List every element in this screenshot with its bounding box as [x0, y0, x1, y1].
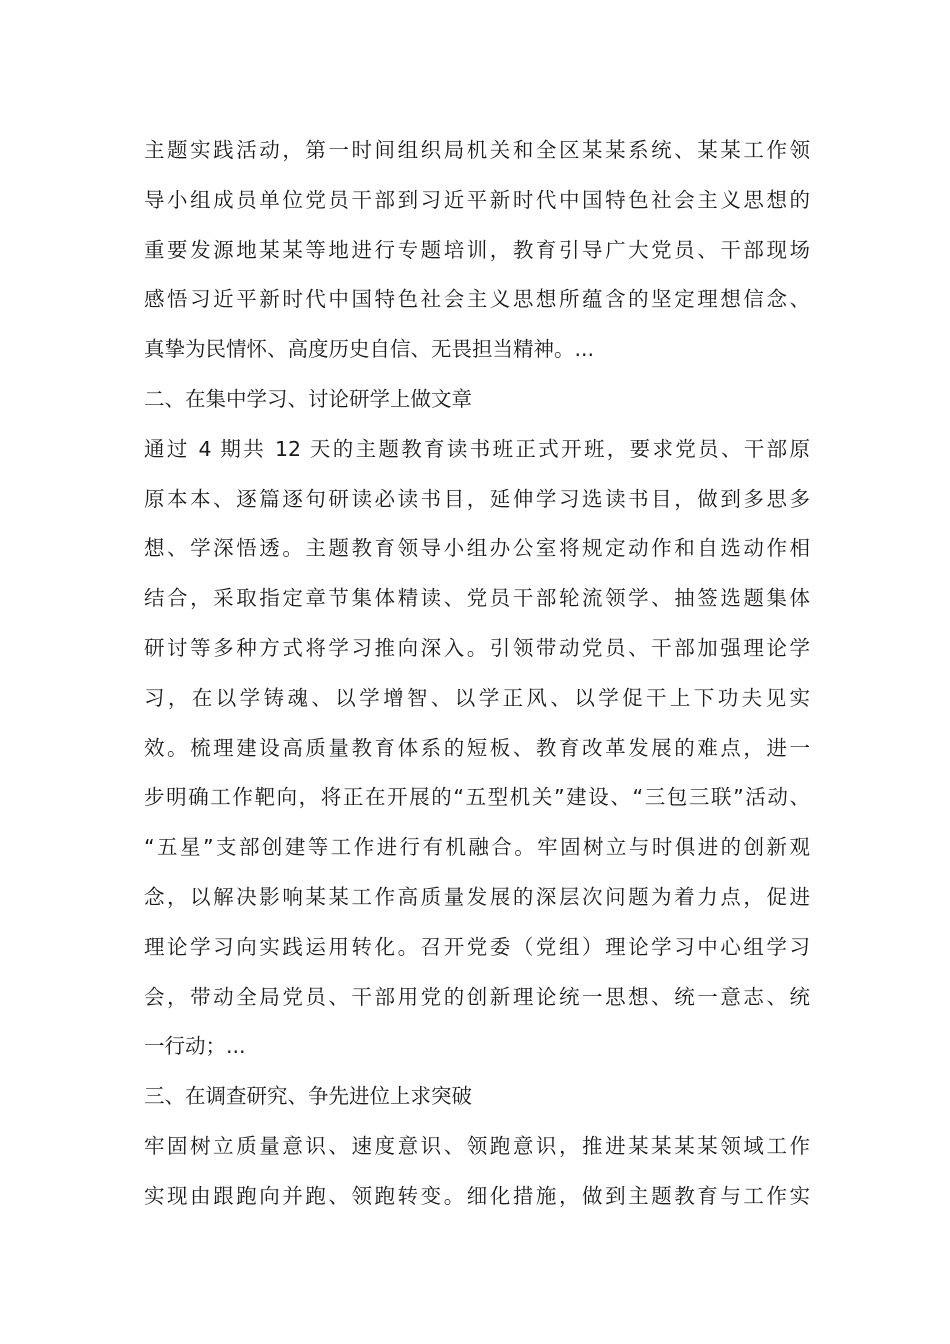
- text-line: 感悟习近平新时代中国特色社会主义思想所蕴含的坚定理想信念、: [144, 287, 810, 312]
- text-line: 通过 4 期共 12 天的主题教育读书班正式开班，要求党员、干部原: [144, 436, 810, 461]
- document-body: [144, 126, 810, 1222]
- text-line: 研讨等多种方式将学习推向深入。引领带动党员、干部加强理论学: [144, 635, 810, 660]
- text-line: 真挚为民情怀、高度历史自信、无畏担当精神。...: [144, 337, 595, 362]
- text-line: 习，在以学铸魂、以学增智、以学正风、以学促干上下功夫见实: [144, 685, 810, 710]
- text-line: 重要发源地某某等地进行专题培训，教育引导广大党员、干部现场: [144, 237, 810, 262]
- text-line: 结合，采取指定章节集体精读、党员干部轮流领学、抽签选题集体: [144, 586, 810, 611]
- text-line: 实现由跟跑向并跑、领跑转变。细化措施，做到主题教育与工作实: [144, 1183, 810, 1208]
- text-line: 步明确工作靶向，将正在开展的“五型机关”建设、“三包三联”活动、: [144, 785, 810, 810]
- text-line: 导小组成员单位党员干部到习近平新时代中国特色社会主义思想的: [144, 187, 810, 212]
- text-line: 原本本、逐篇逐句研读必读书目，延伸学习选读书目，做到多思多: [144, 486, 810, 511]
- text-line: 一行动；...: [144, 1034, 246, 1059]
- text-line: 效。梳理建设高质量教育体系的短板、教育改革发展的难点，进一: [144, 735, 810, 760]
- text-line: 牢固树立质量意识、速度意识、领跑意识，推进某某某某领域工作: [144, 1133, 810, 1158]
- text-line: 理论学习向实践运用转化。召开党委（党组）理论学习中心组学习: [144, 934, 810, 959]
- text-line: 想、学深悟透。主题教育领导小组办公室将规定动作和自选动作相: [144, 536, 810, 561]
- text-line: 念，以解决影响某某工作高质量发展的深层次问题为着力点，促进: [144, 884, 810, 909]
- text-line: 二、在集中学习、讨论研学上做文章: [144, 386, 472, 411]
- text-line: 主题实践活动，第一时间组织局机关和全区某某系统、某某工作领: [144, 138, 810, 162]
- text-line: “五星”支部创建等工作进行有机融合。牢固树立与时俱进的创新观: [144, 835, 810, 860]
- text-line: 三、在调查研究、争先进位上求突破: [144, 1084, 472, 1109]
- text-line: 会，带动全局党员、干部用党的创新理论统一思想、统一意志、统: [144, 984, 810, 1009]
